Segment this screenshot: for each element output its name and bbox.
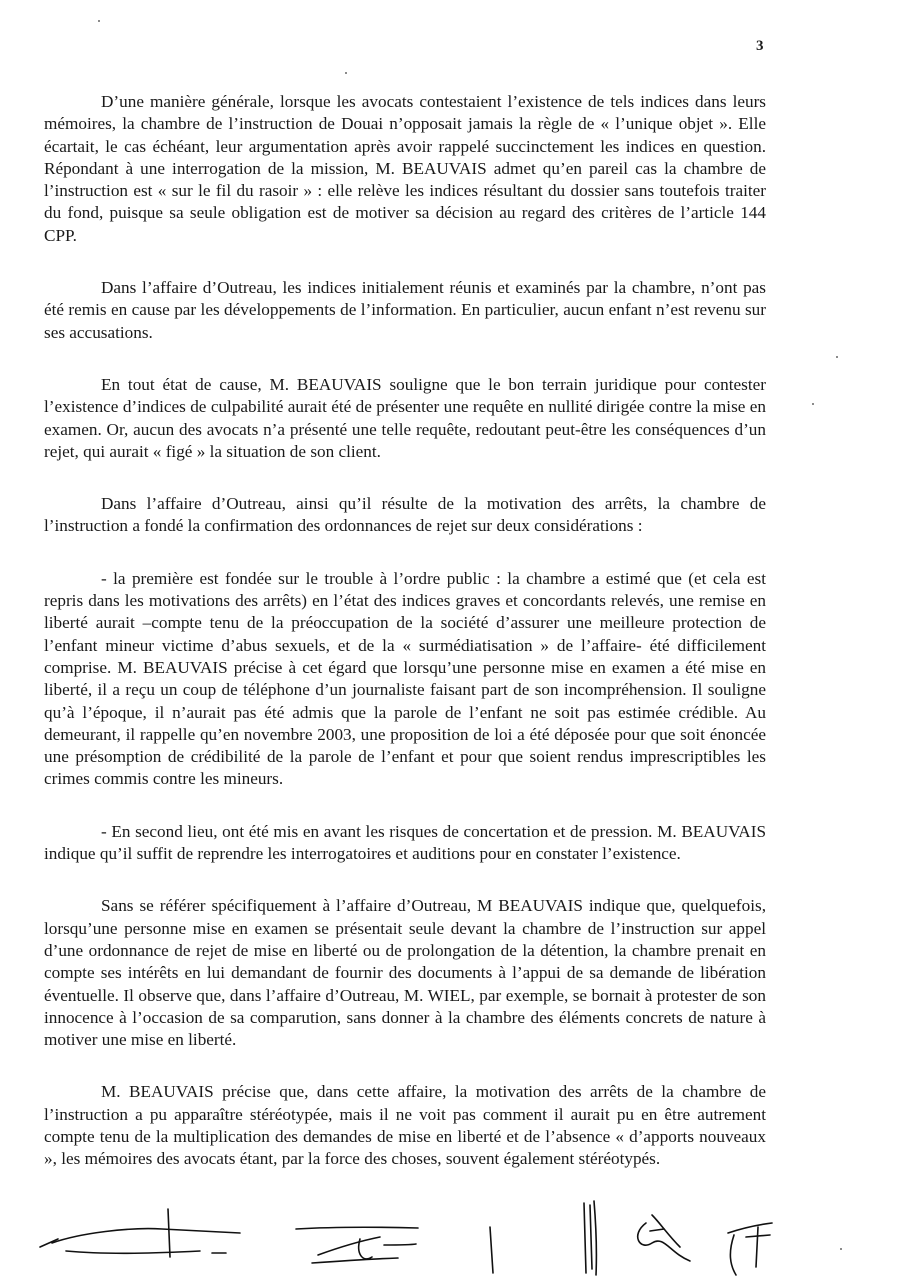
paragraph-outreau-indices: Dans l’affaire d’Outreau, les indices initialement réunis et examinés par la chambre, n’ont pas été remis en cause par les développements de l’information. En particulier, aucun enfant n’est revenu sur ses accusations. (44, 278, 766, 342)
scan-speck (812, 403, 814, 405)
document-body (44, 91, 766, 1201)
signature-mark-6 (728, 1223, 772, 1275)
paragraph-general-indices: D’une manière générale, lorsque les avocats contestaient l’existence de tels indices dans leurs mémoires, la chambre de l’instruction de Douai n’opposait jamais la règle de « l’unique objet ». Elle écartait, le cas échéant, leur argumentation après avoir rappelé succinctement les indices en question. Répondant à une interrogation de la mission, M. BEAUVAIS admet qu’en pareil cas la chambre de l’instruction est « sur le fil du rasoir » : elle relève les indices résultant du dossier sans toutefois traiter du fond, puisque sa seule obligation est de motiver sa décision au regard des critères de l’article 144 CPP. (44, 92, 766, 245)
scan-speck (836, 356, 838, 358)
initials-signatures (0, 1195, 904, 1276)
paragraph-concertation-risk: - En second lieu, ont été mis en avant les risques de concertation et de pression. M. BEAUVAIS indique qu’il suffit de reprendre les interrogatoires et auditions pour en constater l’existence. (44, 821, 766, 864)
paragraph-public-order: - la première est fondée sur le trouble à l’ordre public : la chambre a estimé que (et cela est repris dans les motivations des arrêts) en l’état des indices graves et concordants relevés, une remise en liberté aurait –compte tenu de la préoccupation de la société d’assurer une meilleure protection de l’enfant mineur victime d’abus sexuels, et de la « surmédiatisation » de l’affaire- été difficilement comprise. M. BEAUVAIS précise à cet égard que lorsqu’une personne mise en examen a été mise en liberté, il a reçu un coup de téléphone d’un journaliste faisant part de son incompréhension. Il souligne qu’à l’époque, il n’aurait pas été admis que la parole de l’enfant ne soit pas estimée crédible. Au demeurant, il rappelle qu’en novembre 2003, une proposition de loi a été déposée pour que soit énoncée une présomption de crédibilité de la parole de l’enfant et pour que soient rendus imprescriptibles les crimes commis contre les mineurs. (44, 568, 766, 789)
scan-speck (345, 72, 347, 74)
paragraph-person-alone: Sans se référer spécifiquement à l’affaire d’Outreau, M BEAUVAIS indique que, quelquefois, lorsqu’une personne mise en examen se présentait seule devant la chambre de l’instruction sur appel d’une ordonnance de rejet de mise en liberté ou de prolongation de la détention, la chambre prenait en compte ses intérêts en lui demandant de fournir des documents à l’appui de sa demande de libération éventuelle. Il observe que, dans l’affaire d’Outreau, M. WIEL, par exemple, se bornait à protester de son innocence à l’occasion de sa comparution, sans donner à la chambre des éléments concrets de nature à motiver une mise en liberté. (44, 896, 766, 1050)
signature-mark-2 (296, 1227, 418, 1263)
paragraph-two-considerations: Dans l’affaire d’Outreau, ainsi qu’il résulte de la motivation des arrêts, la chambre de l’instruction a fondé la confirmation des ordonnances de rejet sur deux considérations : (44, 494, 766, 536)
paragraph-legal-ground: En tout état de cause, M. BEAUVAIS souligne que le bon terrain juridique pour contester l’existence d’indices de culpabilité aurait été de présenter une requête en nullité dirigée contre la mise en examen. Or, aucun des avocats n’a présenté une telle requête, redoutant peut-être les conséquences d’un rejet, qui aurait « figé » la situation de son client. (44, 374, 766, 461)
signature-mark-1 (40, 1209, 240, 1257)
paragraph-stereotyped-motivation: M. BEAUVAIS précise que, dans cette affaire, la motivation des arrêts de la chambre de l’instruction a pu apparaître stéréotypée, mais il ne voit pas comment il aurait pu en être autrement compte tenu de la multiplication des demandes de mise en liberté et de l’absence « d’apports nouveaux », les mémoires des avocats étant, par la force des choses, souvent également stéréotypés. (44, 1082, 766, 1169)
signature-mark-4 (584, 1201, 596, 1275)
scan-speck (98, 20, 100, 22)
signature-mark-5 (638, 1215, 690, 1261)
page-number: 3 (756, 38, 764, 54)
signature-mark-3 (490, 1227, 493, 1273)
